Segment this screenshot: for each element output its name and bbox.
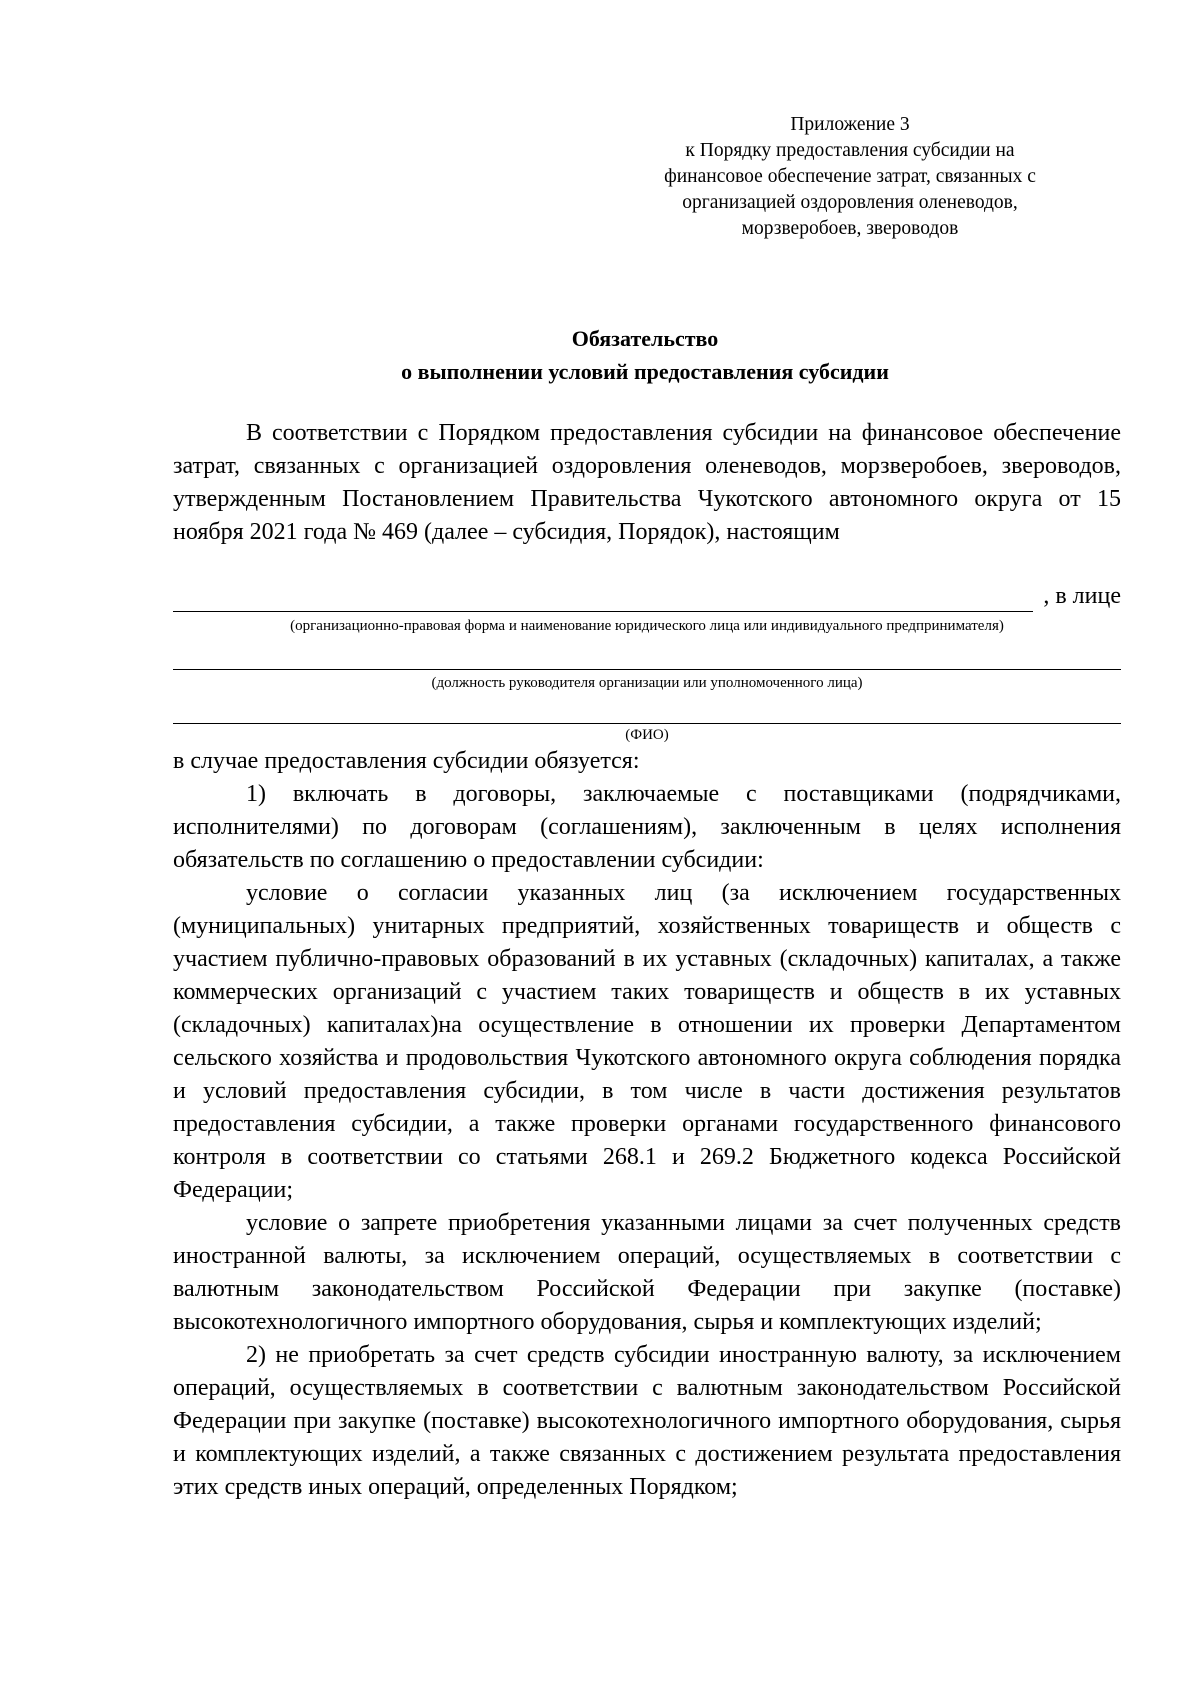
- intro-paragraph: В соответствии с Порядком предоставления субсидии на финансовое обеспечение затрат, связанных с организацией оздоровления оленеводов, морзверобоев, звероводов, утвержденным Постановлением Правительства Чукотского автономного округа от 15 ноября 2021 года № 469 (далее – субсидия, Порядок), настоящим: [173, 420, 1121, 545]
- condition-consent: условие о согласии указанных лиц (за исключением государственных (муниципальных) унитарных предприятий, хозяйственных товариществ и обществ с участием публично-правовых образований в их уставных (складочных) капиталах, а также коммерческих организаций с участием таких товариществ и обществ в их уставных (складочных) капиталах)на осуществление в отношении их проверки Департаментом сельского хозяйства и продовольствия Чукотского автономного округа соблюдения порядка и условий предоставления субсидии, в том числе в части достижения результатов предоставления субсидии, а также проверки органами государственного финансового контроля в соответствии со статьями 268.1 и 269.2 Бюджетного кодекса Российской Федерации;: [173, 880, 1121, 1203]
- fio-caption: (ФИО): [625, 727, 669, 743]
- annex-ref-line: к Порядку предоставления субсидии на: [685, 140, 1015, 161]
- document-title: [0, 322, 1200, 388]
- org-name-caption: (организационно-правовая форма и наименование юридического лица или индивидуального предпринимателя): [290, 618, 1004, 634]
- condition-currency-ban: условие о запрете приобретения указанными лицами за счет полученных средств иностранной валюты, за исключением операций, осуществляемых в соответствии с валютным законодательством Российской Федерации при закупке (поставке) высокотехнологичного импортного оборудования, сырья и комплектующих изделий;: [173, 1210, 1121, 1335]
- position-row: [173, 640, 1121, 673]
- org-name-row: [173, 580, 1121, 613]
- position-caption: (должность руководителя организации или уполномоченного лица): [431, 675, 863, 691]
- annex-ref-line: морзверобоев, звероводов: [741, 218, 959, 239]
- obligation-item-2: 2) не приобретать за счет средств субсидии иностранную валюту, за исключением операций, осуществляемых в соответствии с валютным законодательством Российской Федерации при закупке (поставке) высокотехнологичного импортного оборудования, сырья и комплектующих изделий, а также связанных с достижением результата предоставления этих средств иных операций, определенных Порядком;: [173, 1342, 1121, 1500]
- title-line-2: о выполнении условий предоставления субсидии: [401, 359, 889, 384]
- fio-field[interactable]: [173, 723, 1121, 724]
- obligation-item-1: 1) включать в договоры, заключаемые с поставщиками (подрядчиками, исполнителями) по договорам (соглашениям), заключенным в целях исполнения обязательств по соглашению о предоставлении субсидии:: [173, 781, 1121, 873]
- title-line-1: Обязательство: [571, 326, 719, 351]
- obligations-body: [173, 745, 1121, 1504]
- obligations-lead: в случае предоставления субсидии обязуется:: [173, 748, 640, 774]
- org-name-field[interactable]: [173, 611, 1033, 612]
- annex-number: Приложение 3: [790, 114, 910, 135]
- position-field[interactable]: [173, 669, 1121, 670]
- annex-ref-line: финансовое обеспечение затрат, связанных с: [664, 166, 1036, 187]
- annex-ref-line: организацией оздоровления оленеводов,: [682, 192, 1018, 213]
- annex-header: [620, 112, 1080, 242]
- in-person-label: , в лице: [1043, 583, 1121, 609]
